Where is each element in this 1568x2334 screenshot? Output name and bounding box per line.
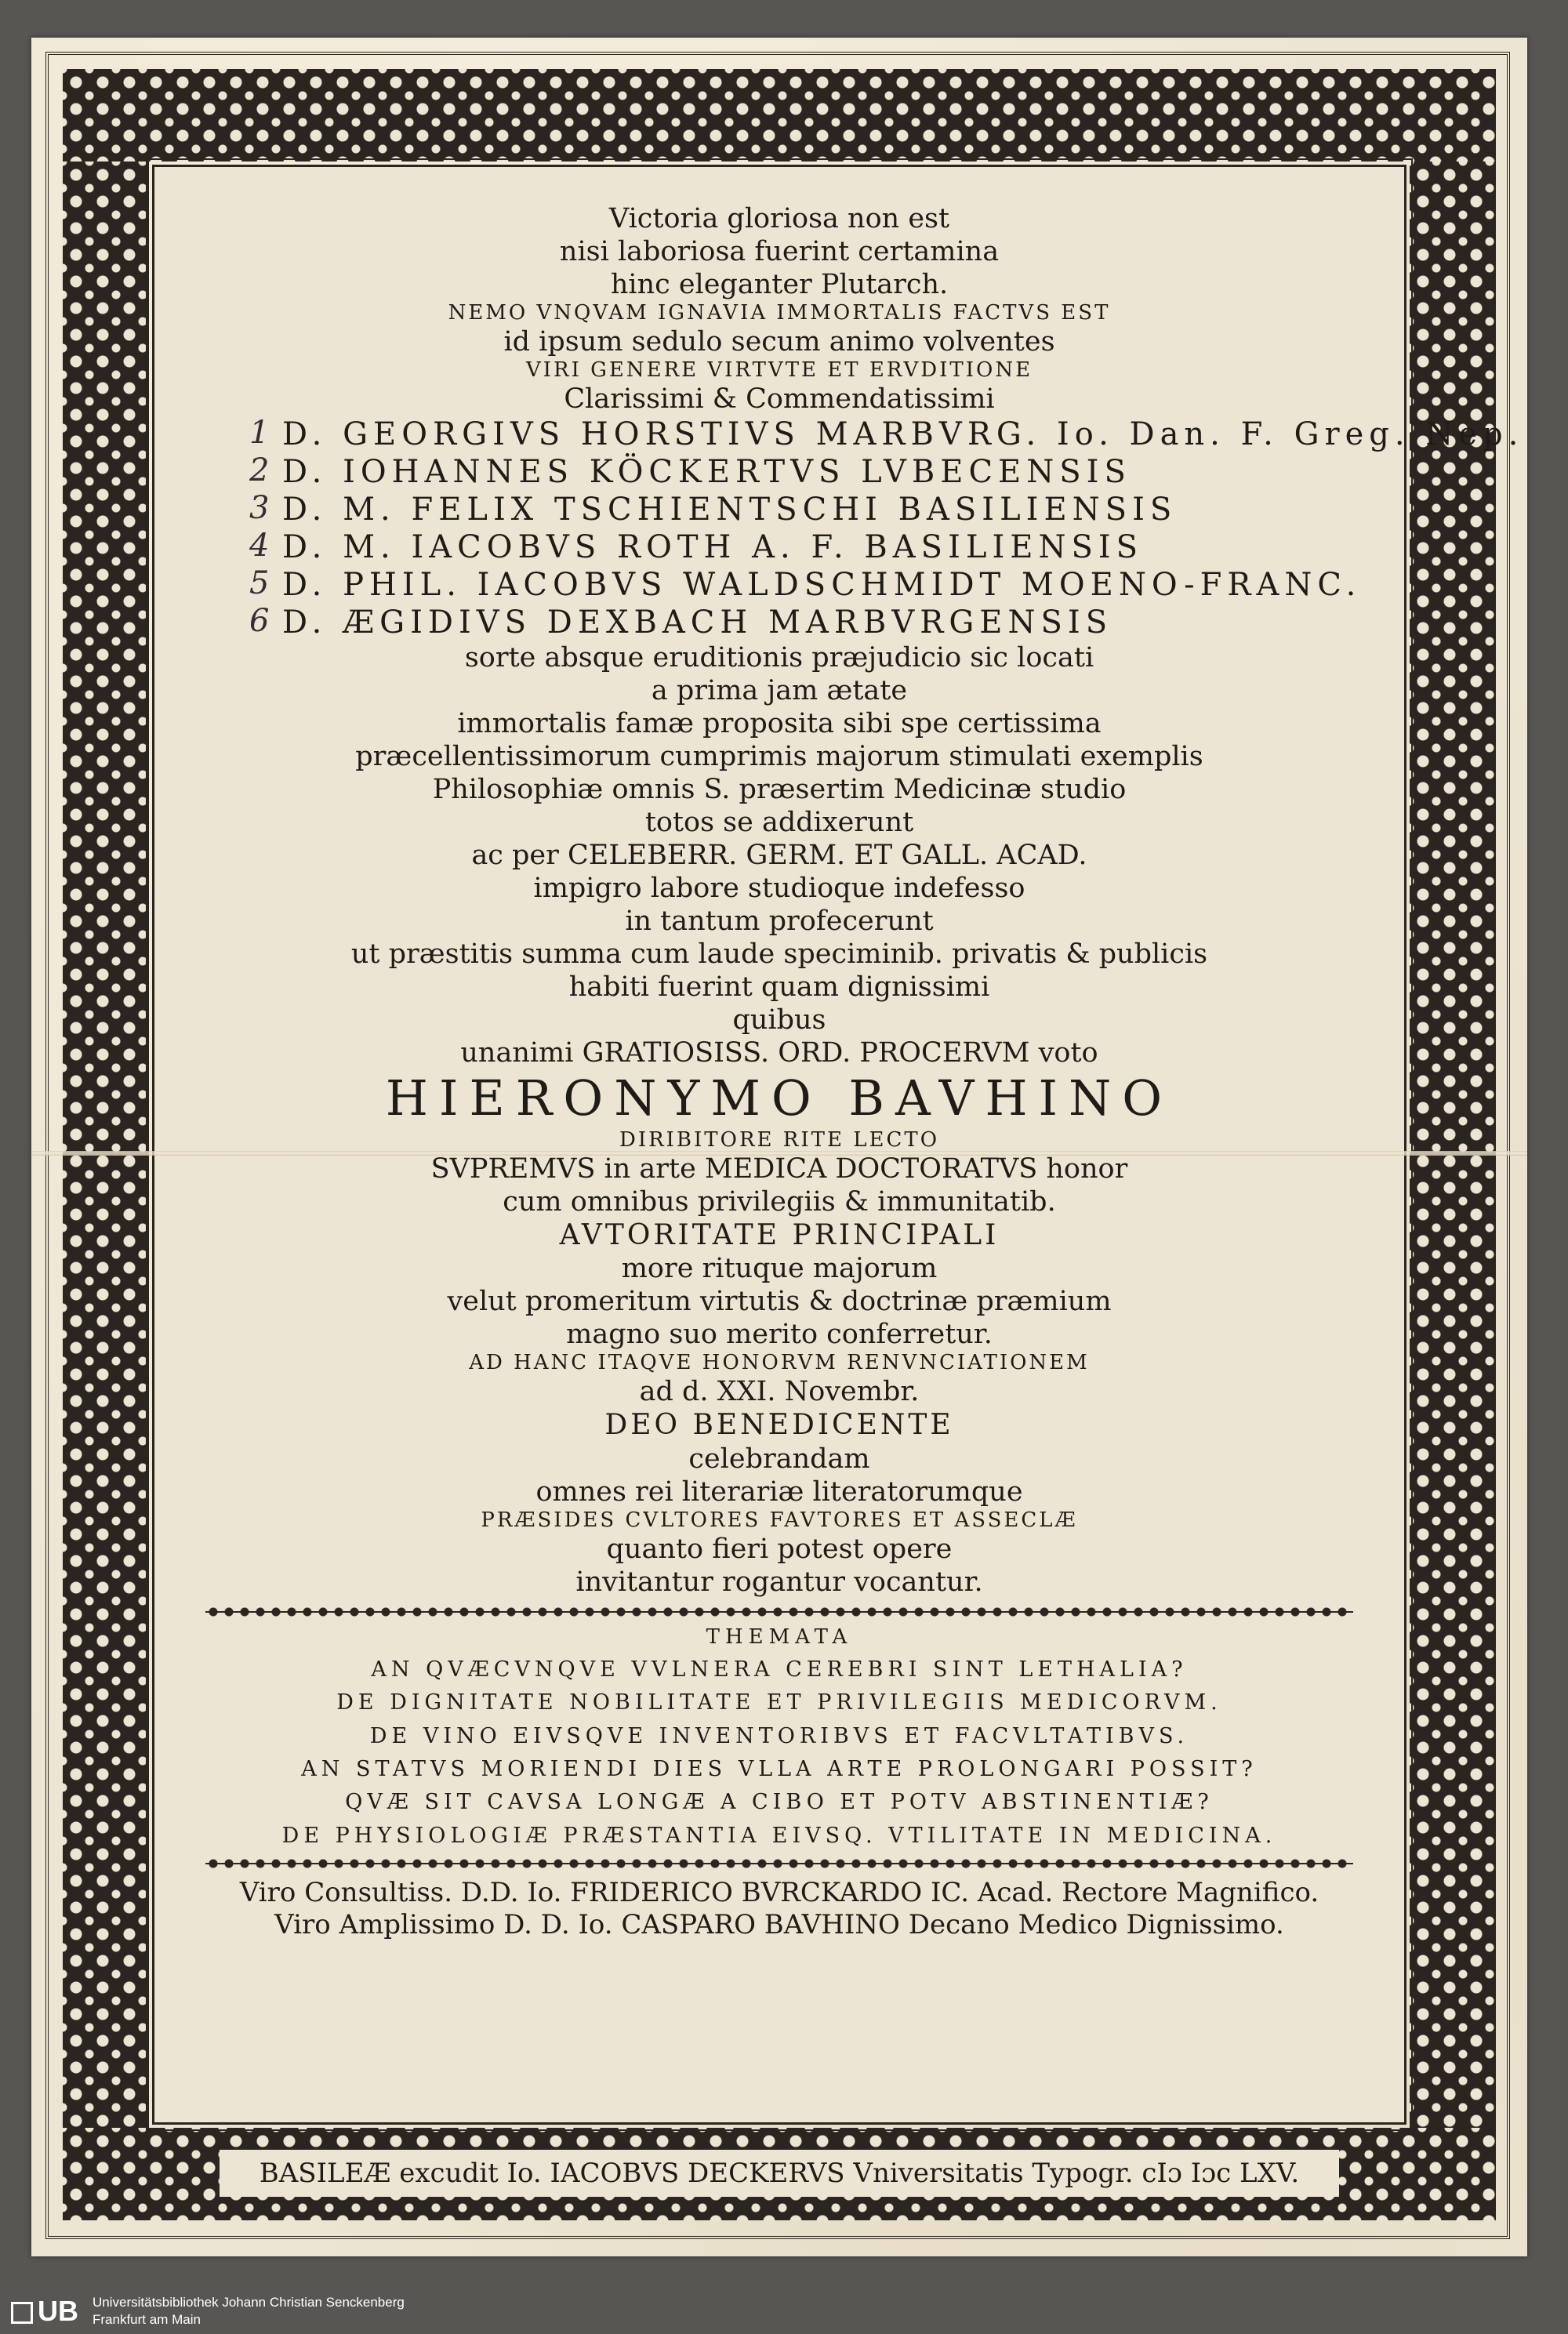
text-line: SVPREMVS in arte MEDICA DOCTORATVS honor [430,1152,1128,1185]
text-line: Philosophiæ omnis S. præsertim Medicinæ studio [432,774,1127,806]
text-line: cum omnibus privilegiis & immunitatib. [503,1185,1056,1218]
text-line: NEMO VNQVAM IGNAVIA IMMORTALIS FACTVS EST [448,301,1111,325]
text-line: nisi laboriosa fuerint certamina [559,236,1000,267]
text-line: omnes rei literariæ literatorumque [535,1476,1023,1508]
text-line: in tantum profecerunt [625,906,934,938]
handwritten-number: 1 [249,415,275,452]
ub-logo [11,2292,83,2330]
text-line: unanimi GRATIOSISS. ORD. PROCERVM voto [460,1037,1098,1069]
thema-line: DE VINO EIVSQVE INVENTORIBVS ET FACVLTATIBVS. [369,1723,1189,1748]
handwritten-number: 5 [249,565,275,602]
text-line: HIERONYMO BAVHINO [385,1069,1174,1127]
text-line: quanto fieri potest opere [606,1533,953,1565]
official-line: Viro Consultiss. D.D. Io. FRIDERICO BVRCKARDO IC. Acad. Rectore Magnifico. [239,1877,1319,1909]
intro-lines [188,202,1370,416]
text-line: DIRIBITORE RITE LECTO [619,1127,940,1152]
text-line: ad d. XXI. Novembr. [639,1376,920,1408]
candidate-name: D. IOHANNES KÖCKERTVS LVBECENSIS [282,454,1131,491]
thema-line: DE DIGNITATE NOBILITATE ET PRIVILEGIIS MEDICORVM. [336,1690,1222,1715]
library-footer [0,2289,1568,2334]
ornamental-rule-bottom [205,1857,1353,1871]
text-line: impigro labore studioque indefesso [533,873,1025,905]
text-line: invitantur rogantur vocantur. [575,1566,983,1598]
footer-line-2: Frankfurt am Main [93,2312,201,2327]
official-line: Viro Amplissimo D. D. Io. CASPARO BAVHINO Decano Medico Dignissimo. [274,1909,1284,1941]
text-line: AVTORITATE PRINCIPALI [559,1218,1000,1251]
handwritten-number: 3 [249,490,275,527]
text-line: velut promeritum virtutis & doctrinæ præmium [447,1286,1112,1318]
footer-text [93,2294,405,2329]
text-line: præcellentissimorum cumprimis majorum stimulati exemplis [355,741,1203,773]
candidate-name: D. M. FELIX TSCHIENTSCHI BASILIENSIS [282,492,1178,528]
logo-square-icon [11,2302,33,2324]
candidate-list [188,415,1524,641]
thema-line: AN QVÆCVNQVE VVLNERA CEREBRI SINT LETHALIA? [371,1657,1188,1682]
candidate-line [188,415,1524,453]
candidate-line [188,453,1370,491]
candidate-line [188,566,1370,604]
handwritten-number: 6 [249,603,275,640]
ornament-band-top [63,69,1496,162]
text-line: Clarissimi & Commendatissimi [564,383,995,416]
document-sheet [31,38,1527,2256]
text-line: ac per CELEBERR. GERM. ET GALL. ACAD. [471,840,1087,872]
main-text-lines [188,641,1370,1598]
text-line: PRÆSIDES CVLTORES FAVTORES ET ASSECLÆ [481,1508,1078,1532]
candidate-name: D. GEORGIVS HORSTIVS MARBVRG. Io. Dan. F. Greg. Nep. [282,416,1524,453]
thema-line: AN STATVS MORIENDI DIES VLLA ARTE PROLONGARI POSSIT? [301,1757,1258,1782]
thema-line: QVÆ SIT CAVSA LONGÆ A CIBO ET POTV ABSTINENTIÆ? [345,1790,1214,1815]
text-line: ut præstitis summa cum laude speciminib. privatis & publicis [350,938,1208,971]
text-line: immortalis famæ proposita sibi spe certissima [457,708,1102,740]
candidate-line [188,528,1370,566]
footer-line-1: Universitätsbibliothek Johann Christian Senckenberg [93,2295,405,2310]
text-line: totos se addixerunt [644,807,914,839]
printer-imprint: BASILEÆ excudit Io. IACOBVS DECKERVS Vniversitatis Typogr. cIɔ Iɔc LXV. [220,2150,1339,2197]
text-line: Victoria gloriosa non est [608,203,950,234]
document-body [188,202,1524,1941]
candidate-name: D. ÆGIDIVS DEXBACH MARBVRGENSIS [282,604,1113,641]
text-line: a prima jam ætate [651,675,908,707]
themata-list [188,1657,1370,1849]
text-line: magno suo merito conferretur. [566,1319,993,1351]
officials-lines [188,1877,1370,1941]
text-line: more rituque majorum [621,1253,938,1285]
candidate-name: D. PHIL. IACOBVS WALDSCHMIDT MOENO-FRANC. [282,567,1362,604]
ornament-band-left [63,162,149,2128]
ornament-band-right [1410,162,1496,2128]
text-line: id ipsum sedulo secum animo volventes [503,326,1055,358]
text-line: sorte absque eruditionis præjudicio sic locati [464,642,1094,674]
candidate-name: D. M. IACOBVS ROTH A. F. BASILIENSIS [282,529,1144,566]
themata-heading: THEMATA [706,1624,853,1649]
ornamental-rule-top [205,1605,1353,1619]
text-line: VIRI GENERE VIRTVTE ET ERVDITIONE [525,358,1033,383]
logo-text: UB [38,2295,78,2327]
text-line: celebrandam [688,1443,870,1475]
text-line: quibus [732,1004,826,1036]
text-line: AD HANC ITAQVE HONORVM RENVNCIATIONEM [469,1351,1090,1375]
text-line: habiti fuerint quam dignissimi [568,971,990,1004]
candidate-line [188,491,1370,528]
candidate-line [188,604,1370,641]
thema-line: DE PHYSIOLOGIÆ PRÆSTANTIA EIVSQ. VTILITATE IN MEDICINA. [281,1823,1277,1848]
text-line: DEO BENEDICENTE [604,1409,954,1442]
text-line: hinc eleganter Plutarch. [610,269,949,300]
handwritten-number: 2 [249,452,275,489]
handwritten-number: 4 [249,528,275,564]
